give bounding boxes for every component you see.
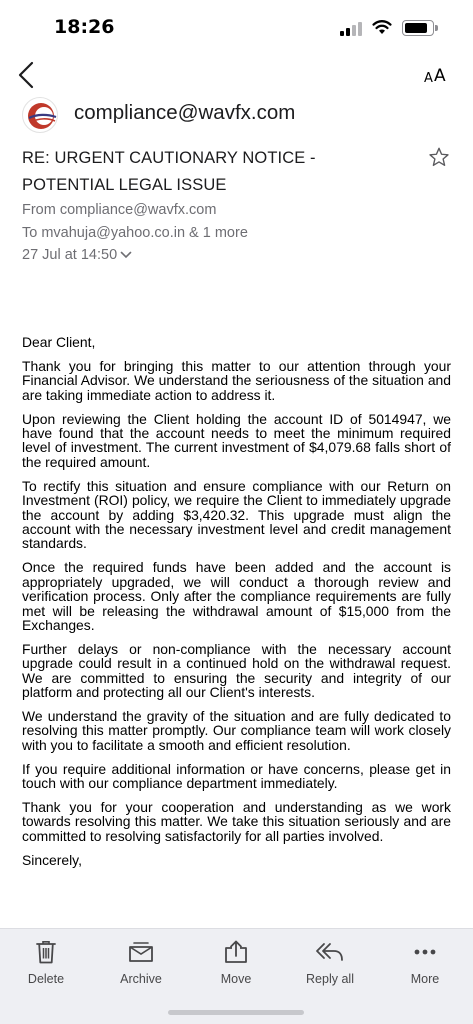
- battery-icon: [402, 20, 434, 36]
- sender-address[interactable]: compliance@wavfx.com: [74, 101, 296, 124]
- text-size-large-label: A: [434, 66, 446, 86]
- chevron-down-icon: [120, 251, 132, 259]
- home-indicator: [168, 1010, 304, 1015]
- back-button[interactable]: [14, 60, 40, 90]
- from-line: From compliance@wavfx.com: [22, 202, 217, 218]
- flag-button[interactable]: [428, 146, 450, 168]
- body-paragraph: If you require additional information or have concerns, please get in touch with our compliance department immediately.: [22, 760, 451, 792]
- archive-tray-icon: [127, 939, 155, 965]
- body-paragraph: Further delays or non-compliance with the necessary account upgrade could result in a continued hold on the withdrawal request. We are committed to ensuring the security and integrity of our platform and protecting all our Client's interests.: [22, 640, 451, 701]
- text-size-small-label: A: [424, 71, 433, 86]
- ellipsis-icon: [411, 939, 439, 965]
- reply-all-icon: [315, 939, 345, 965]
- body-paragraph: Thank you for your cooperation and understanding as we work towards resolving this matter. We take this situation seriously and are committed to resolving satisfactorily for all parties involved.: [22, 798, 451, 844]
- body-paragraph: To rectify this situation and ensure compliance with our Return on Investment (ROI) policy, we require the Client to immediately upgrade the account by adding $3,420.32. This upgrade must align the account with the necessary investment level and credit management standards.: [22, 477, 451, 552]
- archive-label: Archive: [120, 972, 162, 986]
- sender-avatar: [22, 97, 58, 133]
- greeting: Dear Client,: [22, 334, 96, 350]
- trash-icon: [34, 939, 58, 965]
- more-button[interactable]: [385, 939, 465, 995]
- to-line[interactable]: To mvahuja@yahoo.co.in & 1 more: [22, 225, 248, 241]
- status-time: 18:26: [54, 16, 115, 38]
- reply-all-label: Reply all: [306, 972, 354, 986]
- body-paragraph: Thank you for bringing this matter to our attention through your Financial Advisor. We understand the seriousness of the situation and are taking immediate action to address it.: [22, 357, 451, 403]
- date-text: 27 Jul at 14:50: [22, 247, 118, 263]
- star-icon: [428, 146, 450, 168]
- text-size-button[interactable]: [423, 64, 451, 88]
- move-button[interactable]: [196, 939, 276, 995]
- archive-button[interactable]: [101, 939, 181, 995]
- more-label: More: [410, 972, 440, 986]
- folder-move-icon: [222, 939, 250, 965]
- reply-all-button[interactable]: [290, 939, 370, 995]
- date-line[interactable]: [22, 247, 132, 263]
- delete-label: Delete: [27, 972, 65, 986]
- email-body: [22, 335, 451, 877]
- move-label: Move: [220, 972, 252, 986]
- body-paragraph: We understand the gravity of the situation and are fully dedicated to resolving this matter promptly. Our compliance team will work closely with you to facilitate a smooth and efficient resolution.: [22, 707, 451, 753]
- delete-button[interactable]: [6, 939, 86, 995]
- body-paragraph: Upon reviewing the Client holding the account ID of 5014947, we have found that the account needs to meet the minimum required level of investment. The current investment of $4,079.68 falls short of the required amount.: [22, 410, 451, 470]
- status-bar: [0, 0, 473, 52]
- cellular-signal-icon: [340, 22, 362, 36]
- closing: Sincerely,: [22, 851, 82, 868]
- wifi-icon: [372, 19, 392, 35]
- chevron-left-icon: [14, 60, 40, 90]
- body-paragraph: Once the required funds have been added and the account is appropriately upgraded, we will conduct a thorough review and verification process. Only after the compliance requirements are fully met will be releasing the withdrawal amount of $15,000 from the Exchanges.: [22, 559, 451, 633]
- sender-logo-icon: [23, 98, 58, 133]
- email-subject: RE: URGENT CAUTIONARY NOTICE - POTENTIAL LEGAL ISSUE: [22, 149, 316, 194]
